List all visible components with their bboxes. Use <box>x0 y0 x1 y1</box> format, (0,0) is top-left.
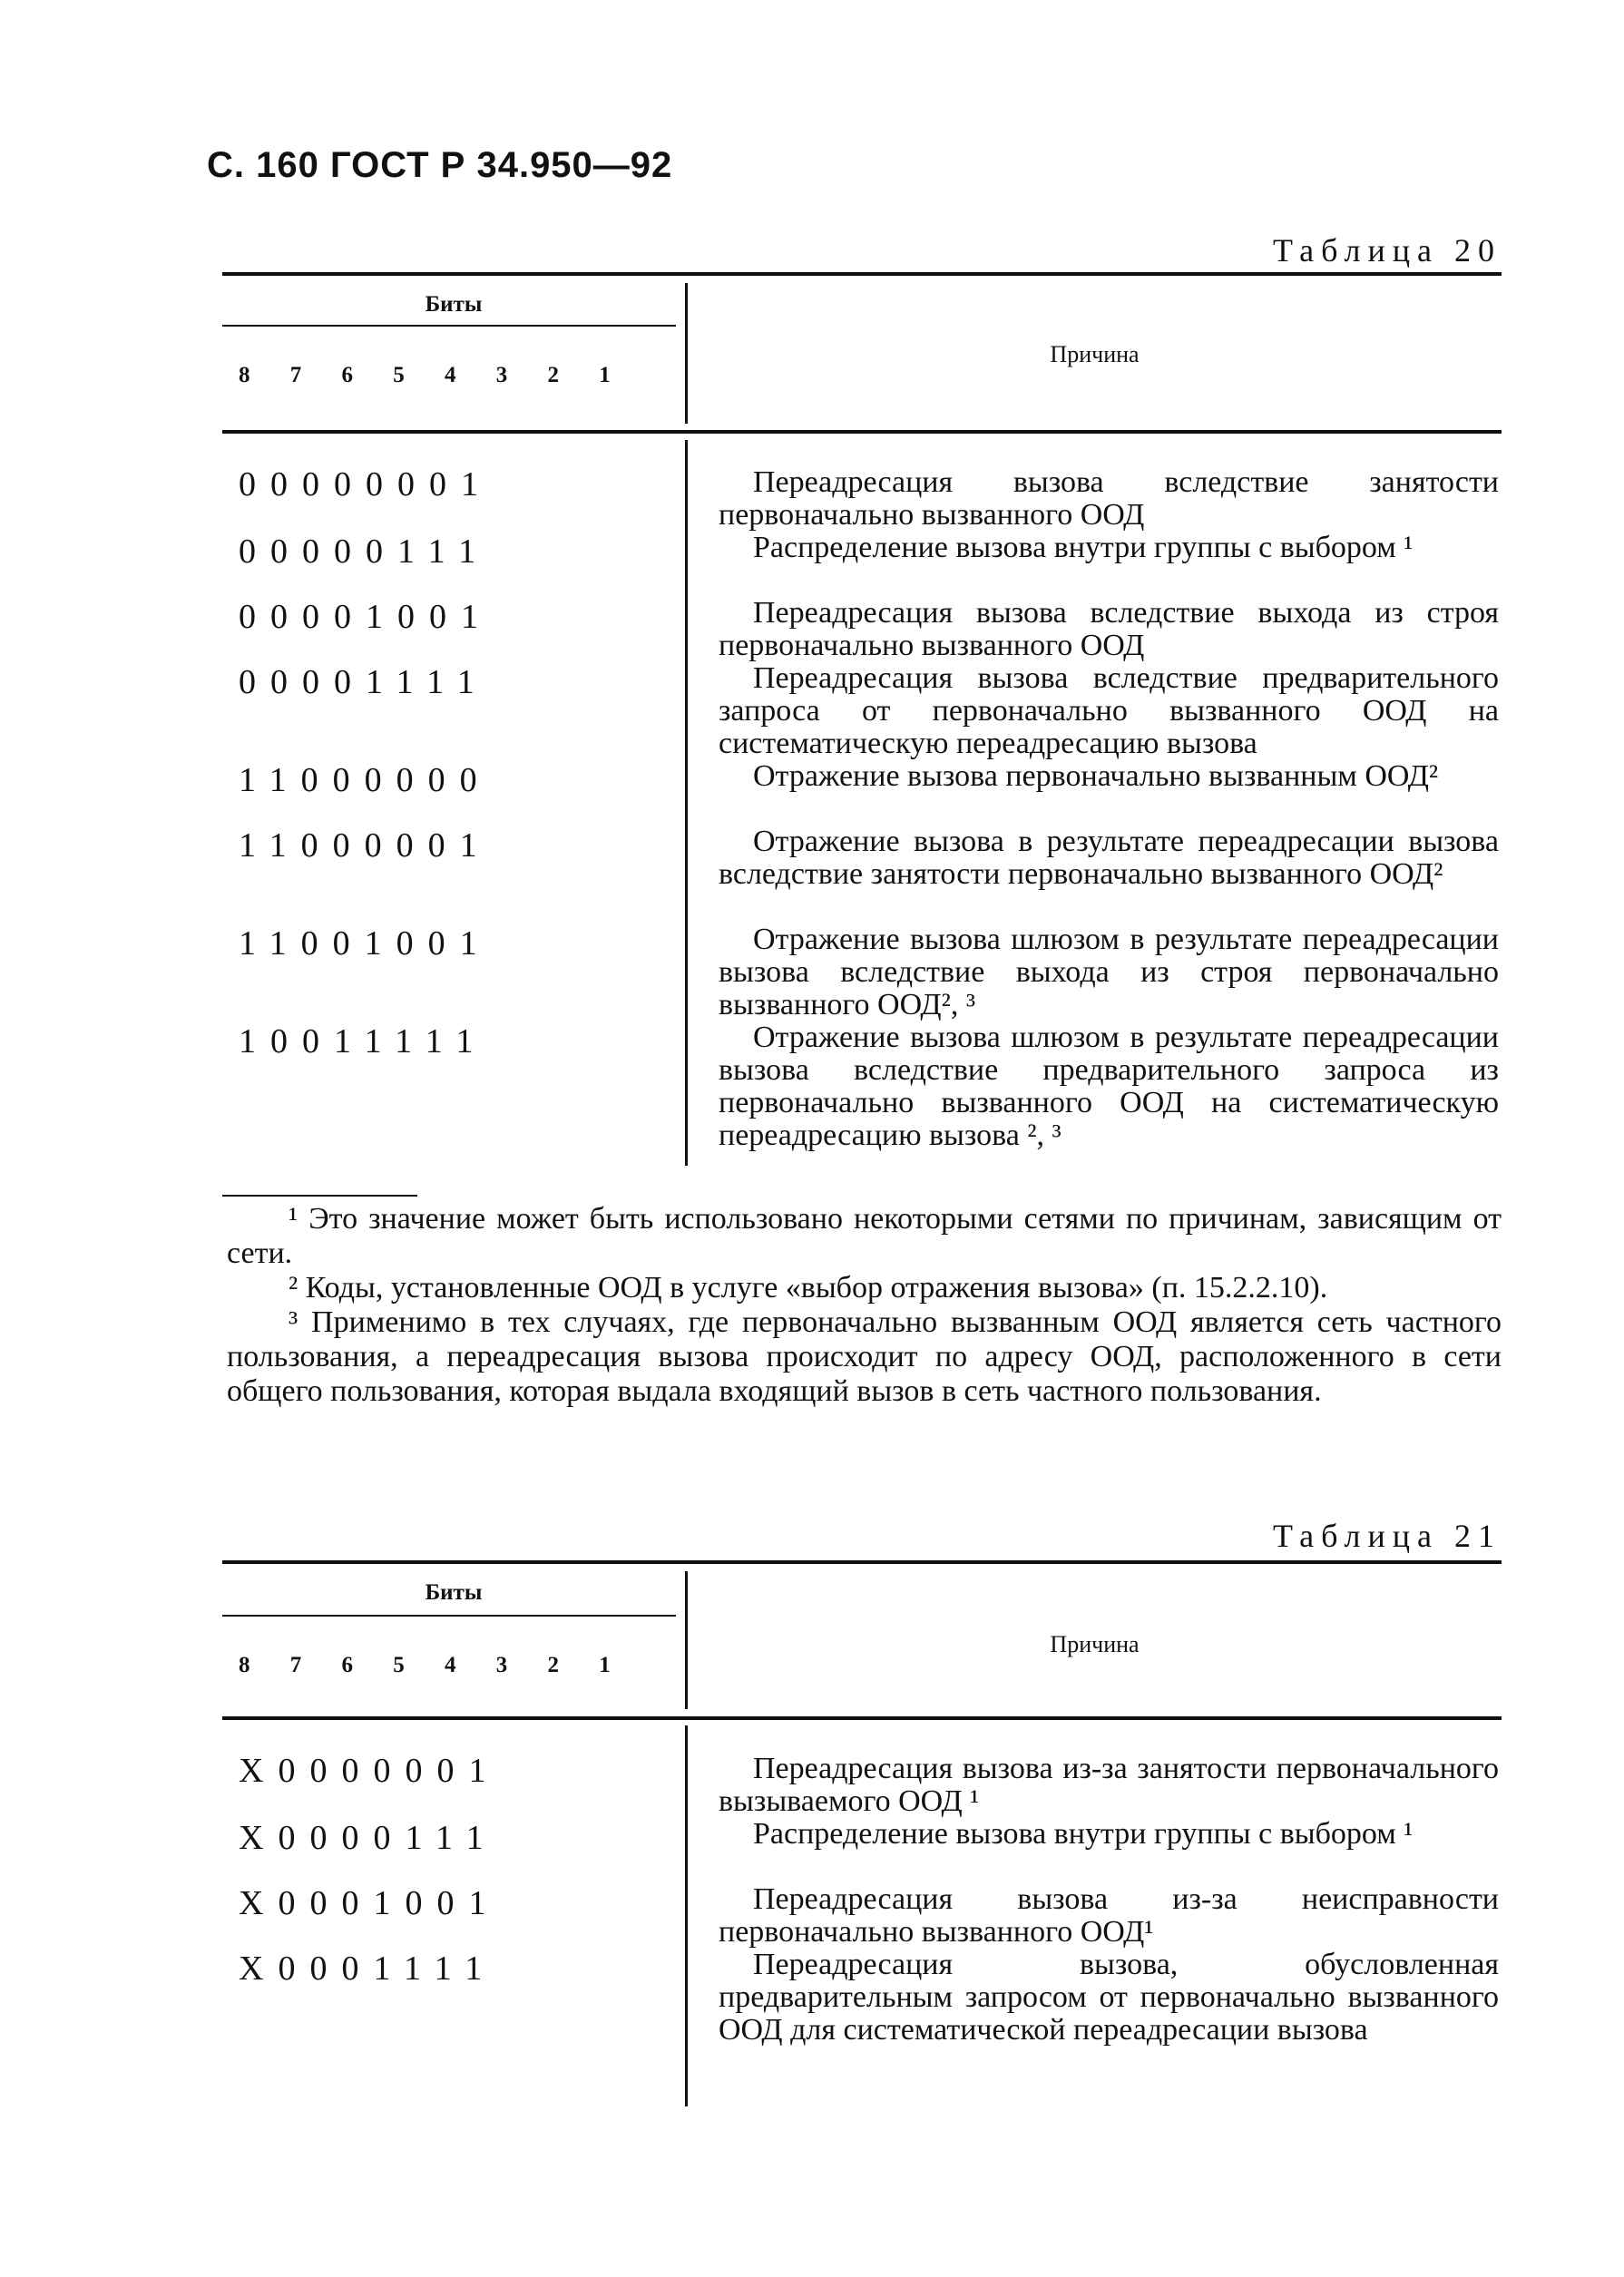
reason-text: Переадресация вызова, обусловленная предварительным запросом от первоначально вызванного ООД для систематической переадресации вызова <box>719 1948 1499 2047</box>
reason-text: Отражение вызова шлюзом в результате переадресации вызова вследствие выхода из строя первоначально вызванного ООД², ³ <box>719 923 1499 1021</box>
bits-value: 10011111 <box>239 1022 488 1060</box>
body-column-divider <box>685 440 688 1166</box>
reason-text: Переадресация вызова вследствие занятости первоначально вызванного ООД <box>719 465 1499 532</box>
bits-value: X0000001 <box>239 1752 501 1790</box>
bits-value: 11000000 <box>239 761 492 799</box>
bits-value: 11000001 <box>239 826 492 865</box>
header-column-divider <box>685 1571 688 1709</box>
footnote-2: ² Коды, установленные ООД в услуге «выбор отражения вызова» (п. 15.2.2.10). <box>289 1271 1328 1305</box>
header-bottom-rule <box>222 1716 1502 1720</box>
bits-header-rule <box>222 325 676 327</box>
reason-text: Переадресация вызова вследствие выхода из строя первоначально вызванного ООД <box>719 596 1499 662</box>
page-header: С. 160 ГОСТ Р 34.950—92 <box>207 145 673 185</box>
bits-value: 00001111 <box>239 663 489 701</box>
bits-header: Биты <box>425 1580 483 1605</box>
reason-header: Причина <box>1050 341 1140 367</box>
reason-text: Распределение вызова внутри группы с выбором ¹ <box>753 531 1414 564</box>
header-column-divider <box>685 283 688 424</box>
bits-value: 00000111 <box>239 533 491 571</box>
bits-value: 00000001 <box>239 465 493 503</box>
bits-header-rule <box>222 1615 676 1617</box>
footnote-rule <box>222 1195 417 1197</box>
reason-text: Отражение вызова в результате переадресации вызова вследствие занятости первоначально вызванного ООД² <box>719 825 1499 891</box>
bits-value: 00001001 <box>239 598 493 636</box>
reason-text: Отражение вызова шлюзом в результате переадресации вызова вследствие предварительного запроса из первоначально вызванного ООД на систематическую переадресацию вызова ², ³ <box>719 1021 1499 1152</box>
reason-header: Причина <box>1050 1631 1140 1657</box>
table-20-title: Таблица 20 <box>1273 232 1502 269</box>
bits-value: X0001001 <box>239 1884 501 1922</box>
table-top-rule <box>222 272 1502 276</box>
footnote-1: ¹ Это значение может быть использовано некоторыми сетями по причинам, зависящим от сети. <box>227 1202 1502 1270</box>
reason-text: Переадресация вызова из-за неисправности первоначально вызванного ООД¹ <box>719 1882 1499 1949</box>
header-bottom-rule <box>222 430 1502 434</box>
bit-numbers: 8 7 6 5 4 3 2 1 <box>239 363 628 387</box>
table-20 <box>222 272 1502 1179</box>
bit-numbers: 8 7 6 5 4 3 2 1 <box>239 1653 628 1677</box>
table-21-title: Таблица 21 <box>1273 1518 1502 1554</box>
bits-value: X0000111 <box>239 1819 498 1857</box>
table-top-rule <box>222 1560 1502 1564</box>
reason-text: Распределение вызова внутри группы с выбором ¹ <box>753 1817 1414 1851</box>
reason-text: Переадресация вызова вследствие предварительного запроса от первоначально вызванного ООД на систематическую переадресацию вызова <box>719 661 1499 760</box>
table-21 <box>222 1560 1502 2123</box>
footnote-3: ³ Применимо в тех случаях, где первоначально вызванным ООД является сеть частного пользования, а переадресация вызова происходит по адресу ООД, расположенного в сети общего пользования, которая выдала входящий вызов в сеть частного пользования. <box>227 1305 1502 1408</box>
footnotes <box>227 1202 1502 1409</box>
reason-text: Отражение вызова первоначально вызванным ООД² <box>753 759 1439 793</box>
body-column-divider <box>685 1725 688 2106</box>
bits-header: Биты <box>425 292 483 317</box>
reason-text: Переадресация вызова из-за занятости первоначального вызываемого ООД ¹ <box>719 1752 1499 1818</box>
bits-value: 11001001 <box>239 924 492 963</box>
bits-value: X0001111 <box>239 1950 497 1988</box>
